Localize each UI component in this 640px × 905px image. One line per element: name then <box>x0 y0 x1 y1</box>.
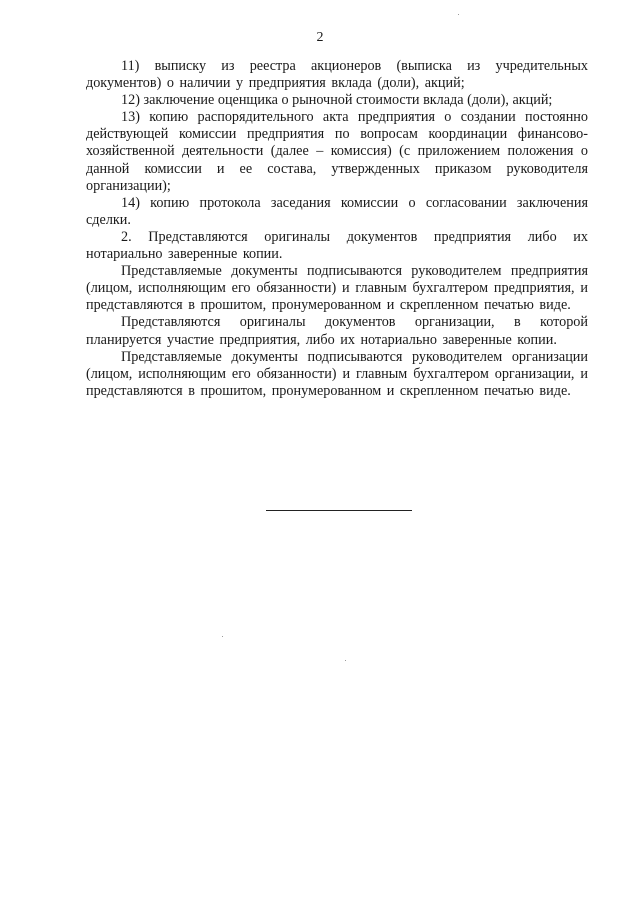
paragraph-enterprise-signing: Представляемые документы подписываются руководителем предприятия (лицом, исполняющим его обязанности) и главным бухгалтером предприятия, и представляются в прошитом, пронумерованном и скрепленном печатью виде. <box>86 263 588 314</box>
document-body <box>86 58 588 400</box>
clause-2: 2. Представляются оригиналы документов предприятия либо их нотариально заверенные копии. <box>86 228 588 263</box>
scan-speck <box>458 14 459 15</box>
scan-speck <box>222 636 223 637</box>
list-item-13: 13) копию распорядительного акта предприятия о создании постоянно действующей комиссии предприятия по вопросам координации финансово-хозяйственной деятельности (далее – комиссия) (с приложением положения о данной комиссии и ее состава, утвержденных приказом руководителя организации); <box>86 109 588 194</box>
page-number: 2 <box>316 30 324 45</box>
scan-speck <box>345 660 346 661</box>
paragraph-organization-signing: Представляемые документы подписываются руководителем организации (лицом, исполняющим его обязанности) и главным бухгалтером организации, и представляются в прошитом, пронумерованном и скрепленном печатью виде. <box>86 348 588 399</box>
list-item-11: 11) выписку из реестра акционеров (выписка из учредительных документов) о наличии у предприятия вклада (доли), акций; <box>86 58 588 92</box>
end-divider-line <box>266 510 412 511</box>
list-item-14: 14) копию протокола заседания комиссии о согласовании заключения сделки. <box>86 194 588 228</box>
list-item-12: 12) заключение оценщика о рыночной стоимости вклада (доли), акций; <box>121 92 553 109</box>
paragraph-organization-originals: Представляются оригиналы документов организации, в которой планируется участие предприятия, либо их нотариально заверенные копии. <box>86 314 588 348</box>
